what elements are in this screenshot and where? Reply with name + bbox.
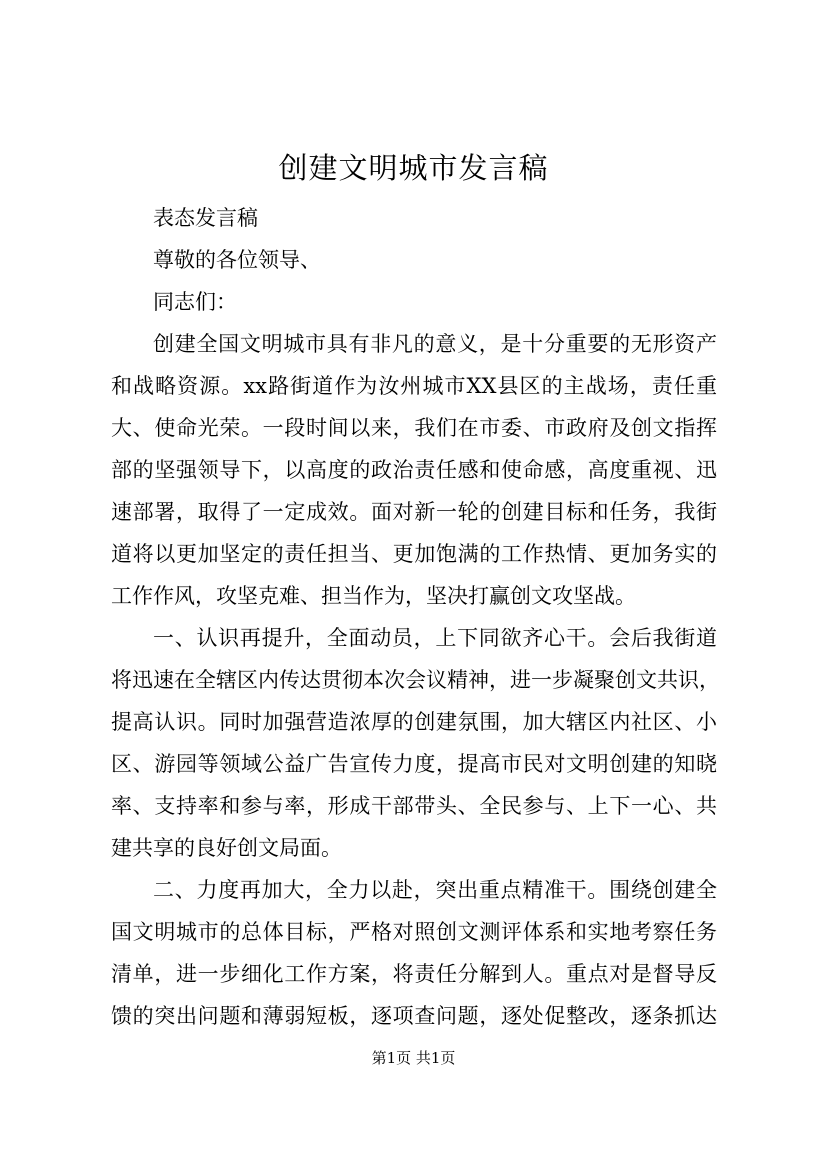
paragraph-1-line-4: 部的坚强领导下，以高度的政治责任感和使命感，高度重视、迅 [111,458,717,482]
paragraph-2-line-6: 建共享的良好创文局面。 [111,836,342,860]
paragraph-3-line-1: 二、力度再加大，全力以赴，突出重点精准干。围绕创建全 [153,878,717,902]
paragraph-1-line-5: 速部署，取得了一定成效。面对新一轮的创建目标和任务，我街 [111,500,717,524]
paragraph-2-line-3: 提高认识。同时加强营造浓厚的创建氛围，加大辖区内社区、小 [111,710,717,734]
document-title: 创建文明城市发言稿 [278,151,549,185]
paragraph-1-line-1: 创建全国文明城市具有非凡的意义，是十分重要的无形资产 [153,332,717,356]
paragraph-1-line-7: 工作作风，攻坚克难、担当作为，坚决打赢创文攻坚战。 [111,584,636,608]
paragraph-2-line-4: 区、游园等领域公益广告宣传力度，提高市民对文明创建的知晓 [111,752,717,776]
paragraph-1-line-6: 道将以更加坚定的责任担当、更加饱满的工作热情、更加务实的 [111,542,717,566]
paragraph-3-line-3: 清单，进一步细化工作方案，将责任分解到人。重点对是督导反 [111,962,717,986]
paragraph-1-line-2: 和战略资源。xx路街道作为汝州城市XX县区的主战场，责任重 [111,374,717,398]
document-subtitle: 表态发言稿 [153,206,258,230]
paragraph-2-line-2: 将迅速在全辖区内传达贯彻本次会议精神，进一步凝聚创文共识， [111,668,720,692]
salutation-leaders: 尊敬的各位领导、 [153,248,321,272]
salutation-comrades: 同志们： [153,290,237,314]
page-footer: 第1页 共1页 [371,1049,456,1067]
paragraph-1-line-3: 大、使命光荣。一段时间以来，我们在市委、市政府及创文指挥 [111,416,717,440]
paragraph-3-line-4: 馈的突出问题和薄弱短板，逐项查问题，逐处促整改，逐条抓达 [111,1004,717,1028]
paragraph-3-line-2: 国文明城市的总体目标，严格对照创文测评体系和实地考察任务 [111,920,717,944]
paragraph-2-line-1: 一、认识再提升，全面动员，上下同欲齐心干。会后我街道 [153,626,717,650]
paragraph-2-line-5: 率、支持率和参与率，形成干部带头、全民参与、上下一心、共 [111,794,717,818]
